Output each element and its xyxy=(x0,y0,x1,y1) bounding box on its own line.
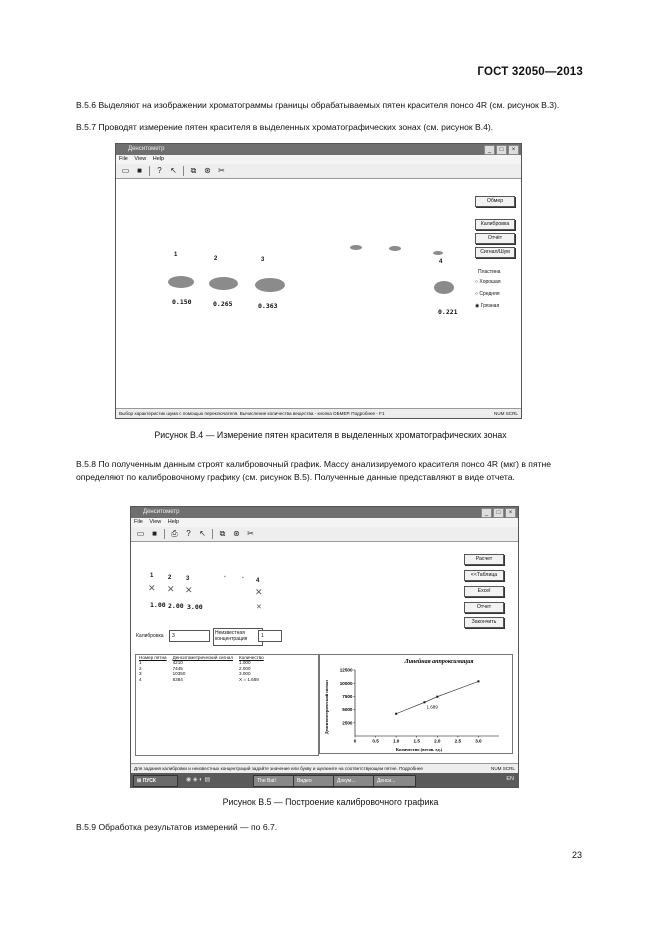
save-icon[interactable]: ■ xyxy=(152,529,157,538)
y-tick-label: 2500 xyxy=(342,720,353,726)
minimize-icon[interactable]: _ xyxy=(484,145,495,155)
x-tick-label: 0.5 xyxy=(372,738,379,744)
save-icon[interactable]: ■ xyxy=(137,166,142,175)
chart-annotation: 1.689 xyxy=(426,704,438,710)
help-icon[interactable]: ? xyxy=(157,166,162,175)
process-icon[interactable]: ⊛ xyxy=(204,166,211,175)
maximize-icon[interactable]: □ xyxy=(493,508,504,518)
radio-selected-icon[interactable]: ◉ xyxy=(475,303,480,309)
dye-spot[interactable] xyxy=(255,278,285,292)
open-icon[interactable]: ▭ xyxy=(136,529,145,538)
maximize-icon[interactable]: □ xyxy=(496,145,507,155)
chart-title: Линейная аппроксимация xyxy=(404,659,474,665)
report-button[interactable]: Отчёт xyxy=(475,233,515,244)
paragraph-b59: B.5.9 Обработка результатов измерений — по 6.7. xyxy=(76,822,278,832)
x-tick-label: 1.5 xyxy=(413,738,420,744)
plate-option-good[interactable]: ○ Хорошая xyxy=(475,279,501,285)
spot-mark-icon: ▪ xyxy=(242,575,244,581)
menu-help[interactable]: Help xyxy=(152,156,165,162)
signal-noise-button[interactable]: Сигнал/Шум xyxy=(475,247,515,258)
table-row[interactable]: 2 7445 2.000 xyxy=(139,665,251,671)
document-number: ГОСТ 32050—2013 xyxy=(477,66,583,78)
spot-label: 3 xyxy=(186,576,190,582)
dye-spot[interactable] xyxy=(434,281,454,294)
spot-value: 0.265 xyxy=(213,300,233,308)
taskbar-item[interactable]: Видео xyxy=(293,775,336,787)
toolbar xyxy=(116,164,521,179)
calibration-chart xyxy=(319,654,513,754)
spot-value: 2.00 xyxy=(168,602,184,610)
context-help-icon[interactable]: ↖ xyxy=(199,529,206,538)
taskbar-clock: EN xyxy=(506,776,514,782)
densitometer-window-fig4 xyxy=(115,143,522,419)
menu-view[interactable]: View xyxy=(134,156,147,162)
paragraph-b57: B.5.7 Проводят измерение пятен красителя в выделенных хроматографических зонах (см. рисунок B.4). xyxy=(76,122,494,132)
help-icon[interactable]: ? xyxy=(186,529,191,538)
minimize-icon[interactable]: _ xyxy=(481,508,492,518)
toolbar xyxy=(131,527,518,542)
taskbar-item[interactable]: The Bat! xyxy=(253,775,296,787)
open-icon[interactable]: ▭ xyxy=(121,166,130,175)
column-header[interactable]: Номер пятна xyxy=(139,655,167,660)
spot-value: 0.150 xyxy=(172,298,192,306)
tools-icon[interactable]: ✂ xyxy=(247,529,254,538)
process-icon[interactable]: ⊛ xyxy=(233,529,240,538)
tools-icon[interactable]: ✂ xyxy=(218,166,225,175)
menu-bar xyxy=(116,155,521,164)
calibration-label: Калибровка xyxy=(136,633,164,639)
chart-y-label: Денситометрический сигнал xyxy=(324,679,329,735)
menu-help[interactable]: Help xyxy=(167,519,180,525)
dye-spot[interactable] xyxy=(209,277,238,290)
calibration-button[interactable]: Калибровка xyxy=(475,219,515,230)
data-point xyxy=(436,696,438,698)
spot-mark-icon[interactable]: ✕ xyxy=(256,604,262,611)
calc-button[interactable]: Расчет xyxy=(464,554,504,565)
column-header[interactable]: Денситометрический сигнал xyxy=(172,655,234,660)
plate-option-medium[interactable]: ○ Средняя xyxy=(475,291,500,297)
x-tick-label: 3.0 xyxy=(475,738,482,744)
figure-caption-b4: Рисунок B.4 — Измерение пятен красителя в выделенных хроматографических зонах xyxy=(154,430,507,440)
taskbar-item[interactable]: Докум... xyxy=(333,775,376,787)
close-icon[interactable]: × xyxy=(505,508,516,518)
y-tick-label: 7500 xyxy=(342,694,353,699)
paragraph-b56: B.5.6 Выделяют на изображении хроматограммы границы обрабатываемых пятен красителя понсо 4R (см. рисунок B.3). xyxy=(76,100,560,110)
dye-spot[interactable] xyxy=(350,245,362,250)
capture-icon[interactable]: ⧉ xyxy=(190,166,197,175)
window-title: Денситометр xyxy=(143,509,180,515)
x-tick-label: 2.0 xyxy=(434,738,441,744)
spot-value: 1.00 xyxy=(150,601,166,609)
page-number: 23 xyxy=(571,850,582,860)
quicklaunch-icon[interactable]: ◉ ◈ ◐ ▤ xyxy=(186,777,211,783)
capture-icon[interactable]: ⧉ xyxy=(219,529,226,538)
spot-mark-icon[interactable]: ✕ xyxy=(185,585,193,595)
data-point xyxy=(477,680,479,682)
calibration-input[interactable]: 3 xyxy=(169,630,210,642)
menu-file[interactable]: File xyxy=(134,519,143,525)
x-tick-label: 2.5 xyxy=(454,738,462,744)
spot-label: 3 xyxy=(261,257,265,263)
start-button[interactable]: ⊞ ПУСК xyxy=(133,775,178,787)
spot-mark-icon[interactable]: ✕ xyxy=(255,587,263,597)
title-bar xyxy=(116,144,521,155)
dye-spot[interactable] xyxy=(168,276,194,288)
unknown-concentration-label: Неизвестная концентрация xyxy=(213,628,263,646)
status-text: Для задания калибровки и неизвестных концентраций задайте значение или букву и щелкните на соответствующем пятне. Подробнее xyxy=(134,766,423,771)
spot-label: 2 xyxy=(168,575,172,581)
radio-icon[interactable]: ○ xyxy=(475,291,479,297)
radio-icon[interactable]: ○ xyxy=(475,279,479,285)
spot-mark-icon: ▪ xyxy=(224,574,226,580)
table-row[interactable]: 1 4210 1.000 xyxy=(139,660,251,666)
x-tick-label: 1.0 xyxy=(392,738,400,744)
data-point xyxy=(423,701,425,703)
data-point xyxy=(395,713,397,715)
window-title: Денситометр xyxy=(128,146,165,152)
spot-value: 0.221 xyxy=(438,308,458,316)
y-tick-label: 12500 xyxy=(339,667,353,673)
spot-label: 4 xyxy=(439,259,443,265)
unknown-concentration-input[interactable]: 1 xyxy=(258,630,282,642)
windows-icon: ⊞ xyxy=(137,778,142,784)
figure-caption-b5: Рисунок B.5 — Построение калибровочного графика xyxy=(222,797,439,807)
spot-label: 2 xyxy=(214,256,218,262)
print-icon[interactable]: ⎙ xyxy=(171,529,178,538)
dye-spot[interactable] xyxy=(389,246,401,251)
report-button[interactable]: Отчет xyxy=(464,602,504,613)
spot-label: 1 xyxy=(150,573,154,579)
status-indicators: NUM SCRL xyxy=(494,411,518,416)
chart-x-label: Количество (весов. ед.) xyxy=(395,747,443,752)
table-row[interactable]: 3 10350 3.000 xyxy=(139,671,251,677)
spot-value: 0.363 xyxy=(258,302,278,310)
plate-group-label: Пластина xyxy=(478,269,501,275)
spot-label: 4 xyxy=(256,578,260,584)
status-bar xyxy=(116,408,521,418)
taskbar-item[interactable]: Денси... xyxy=(373,775,416,787)
calibration-table xyxy=(135,654,319,756)
status-indicators: NUM SCRL xyxy=(491,766,515,771)
column-header[interactable]: Количество xyxy=(239,655,264,660)
menu-file[interactable]: File xyxy=(119,156,128,162)
taskbar xyxy=(131,773,518,787)
status-text: Выбор характеристик шума с помощью переключателя. Вычисление количества вещества - кнопка ОБМЕР. Подробнее - F1 xyxy=(119,411,385,416)
x-tick-label: 0 xyxy=(353,738,357,744)
paragraph-b58: B.5.8 По полученным данным строят калибровочный график. Массу анализируемого красителя понсо 4R (мкг) в пятне определяют по калибровочному графику (см. рисунок B.5). Полученные данные представляют в виде отчета. xyxy=(76,459,552,482)
finish-button[interactable]: Закончить xyxy=(464,617,504,628)
densitometer-window-fig5 xyxy=(130,506,519,788)
menu-bar xyxy=(131,518,518,527)
context-help-icon[interactable]: ↖ xyxy=(170,166,177,175)
close-icon[interactable]: × xyxy=(508,145,519,155)
y-tick-label: 5000 xyxy=(342,707,353,713)
dye-spot[interactable] xyxy=(433,251,443,255)
spot-value: 3.00 xyxy=(187,603,203,611)
status-bar xyxy=(131,763,518,773)
measure-button[interactable]: Обмер xyxy=(475,196,515,207)
excel-button[interactable]: Excel xyxy=(464,586,504,597)
y-tick-label: 10000 xyxy=(339,680,353,686)
table-row[interactable]: 4 6384 X = 1.689 xyxy=(139,676,259,682)
table-button[interactable]: <<Таблица xyxy=(464,570,504,581)
menu-view[interactable]: View xyxy=(149,519,162,525)
spot-mark-icon[interactable]: ✕ xyxy=(167,584,175,594)
spot-mark-icon[interactable]: ✕ xyxy=(148,583,156,593)
spot-label: 1 xyxy=(174,252,178,258)
plate-option-dirty[interactable]: ◉ Грязная xyxy=(475,303,500,309)
title-bar xyxy=(131,507,518,518)
